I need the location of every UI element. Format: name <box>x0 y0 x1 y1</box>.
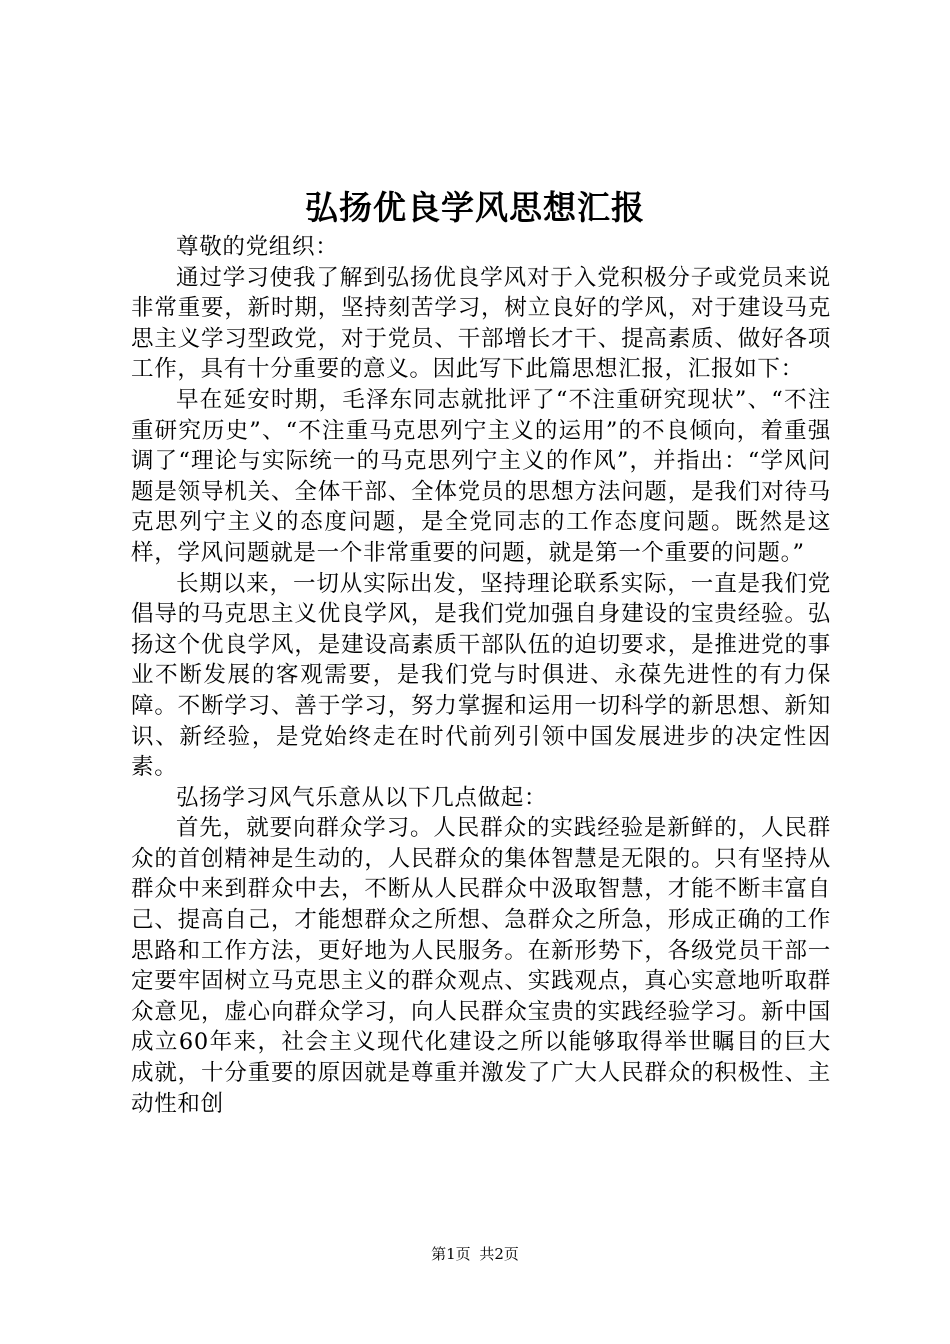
paragraph: 弘扬学习风气乐意从以下几点做起： <box>176 784 548 811</box>
page-footer <box>0 1244 950 1264</box>
paragraph: 通过学习使我了解到弘扬优良学风对于入党积极分子或党员来说非常重要，新时期，坚持刻苦学习，树立良好的学风，对于建设马克思主义学习型政党，对于党员、干部增长才干、提高素质、做好各项工作，具有十分重要的意义。因此写下此篇思想汇报，汇报如下： <box>131 264 831 383</box>
page-title: 弘扬优良学风思想汇报 <box>305 188 645 227</box>
page-number: 第1页 <box>431 1245 471 1263</box>
paragraph: 早在延安时期，毛泽东同志就批评了“不注重研究现状”、“不注重研究历史”、“不注重马克思列宁主义的运用”的不良倾向，着重强调了“理论与实际统一的马克思列宁主义的作风”，并指出：“学风问题是领导机关、全体干部、全体党员的思想方法问题，是我们对待马克思列宁主义的态度问题，是全党同志的工作态度问题。既然是这样，学风问题就是一个非常重要的问题，就是第一个重要的问题。” <box>131 386 831 566</box>
salutation: 尊敬的党组织： <box>176 234 339 260</box>
page-total: 共2页 <box>479 1245 519 1263</box>
document-body <box>131 232 831 1119</box>
paragraph: 首先，就要向群众学习。人民群众的实践经验是新鲜的，人民群众的首创精神是生动的，人民群众的集体智慧是无限的。只有坚持从群众中来到群众中去，不断从人民群众中汲取智慧，才能不断丰富自己、提高自己，才能想群众之所想、急群众之所急，形成正确的工作思路和工作方法，更好地为人民服务。在新形势下，各级党员干部一定要牢固树立马克思主义的群众观点、实践观点，真心实意地听取群众意见，虚心向群众学习，向人民群众宝贵的实践经验学习。新中国成立60年来，社会主义现代化建设之所以能够取得举世瞩目的巨大成就，十分重要的原因就是尊重并激发了广大人民群众的积极性、主动性和创 <box>131 815 831 1117</box>
paragraph: 长期以来，一切从实际出发，坚持理论联系实际，一直是我们党倡导的马克思主义优良学风，是我们党加强自身建设的宝贵经验。弘扬这个优良学风，是建设高素质干部队伍的迫切要求，是推进党的事业不断发展的客观需要，是我们党与时俱进、永葆先进性的有力保障。不断学习、善于学习，努力掌握和运用一切科学的新思想、新知识、新经验，是党始终走在时代前列引领中国发展进步的决定性因素。 <box>131 570 831 781</box>
